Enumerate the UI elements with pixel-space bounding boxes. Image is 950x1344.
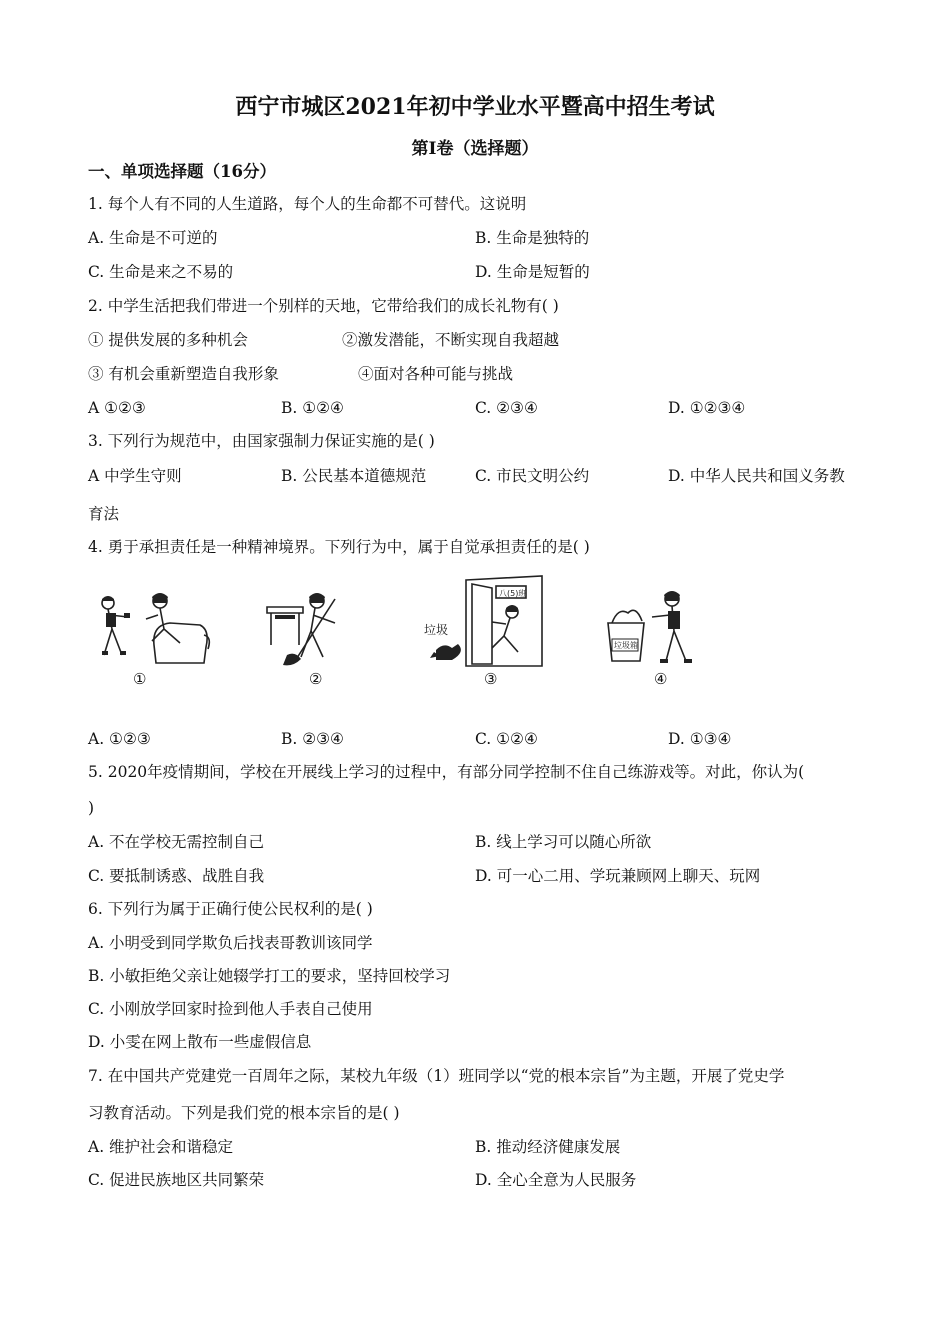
q5-option-a: A. 不在学校无需控制自己 [88,833,265,851]
q5-stem-continued: ) [88,799,95,817]
q4-stem: 4. 勇于承担责任是一种精神境界。下列行为中，属于自觉承担责任的是( ) [88,538,590,556]
q4-figure-2 [265,585,350,670]
q4-figure-2-label: ② [309,670,323,688]
q2-option-a: A ①②③ [88,399,146,417]
q2-statement-3: ③ 有机会重新塑造自我形象 [88,365,279,383]
q2-statement-2: ②激发潜能，不断实现自我超越 [342,331,560,349]
q4-figure-3-label: ③ [484,670,498,688]
q3-option-d: D. 中华人民共和国义务教 [668,467,845,485]
child-serving-parent-illustration [92,585,212,670]
student-using-trash-bin-illustration [604,585,714,670]
student-leaving-trash-illustration [422,572,547,670]
q7-option-b: B. 推动经济健康发展 [475,1138,621,1156]
q4-figure-4-label: ④ [654,670,668,688]
q6-option-b: B. 小敏拒绝父亲让她辍学打工的要求，坚持回校学习 [88,967,451,985]
q3-option-b: B. 公民基本道德规范 [281,467,427,485]
q6-option-d: D. 小雯在网上散布一些虚假信息 [88,1033,312,1051]
q2-statement-4: ④面对各种可能与挑战 [358,365,514,383]
q2-option-b: B. ①②④ [281,399,344,417]
exam-title: 西宁市城区2021年初中学业水平暨高中招生考试 [235,94,715,120]
q1-option-b: B. 生命是独特的 [475,229,590,247]
q3-option-a: A 中学生守则 [88,467,182,485]
q2-option-d: D. ①②③④ [668,399,746,417]
q7-option-c: C. 促进民族地区共同繁荣 [88,1171,265,1189]
q4-figure-4 [604,585,714,670]
q4-figure-1 [92,585,212,670]
q1-stem: 1. 每个人有不同的人生道路，每个人的生命都不可替代。这说明 [88,195,527,213]
q1-option-d: D. 生命是短暂的 [475,263,590,281]
q4-figure-4-bin-label: 垃圾箱 [614,641,638,650]
q7-option-a: A. 维护社会和谐稳定 [88,1138,234,1156]
q5-stem: 5. 2020年疫情期间，学校在开展线上学习的过程中，有部分同学控制不住自己练游戏等。对此，你认为( [88,763,805,781]
q1-option-c: C. 生命是来之不易的 [88,263,234,281]
q4-option-b: B. ②③④ [281,730,344,748]
q1-option-a: A. 生命是不可逆的 [88,229,218,247]
q3-option-d-continued: 育法 [88,505,120,523]
q7-stem: 7. 在中国共产党建党一百周年之际，某校九年级（1）班同学以“党的根本宗旨”为主题，开展了党史学 [88,1067,785,1085]
q2-stem: 2. 中学生活把我们带进一个别样的天地，它带给我们的成长礼物有( ) [88,297,559,315]
q5-option-b: B. 线上学习可以随心所欲 [475,833,652,851]
q3-stem: 3. 下列行为规范中，由国家强制力保证实施的是( ) [88,432,435,450]
q2-statement-1: ① 提供发展的多种机会 [88,331,248,349]
student-cleaning-illustration [265,585,350,670]
q4-option-d: D. ①③④ [668,730,732,748]
paper-subtitle: 第I卷（选择题） [411,139,539,159]
q4-option-c: C. ①②④ [475,730,538,748]
q5-option-c: C. 要抵制诱惑、战胜自我 [88,867,265,885]
q3-option-c: C. 市民文明公约 [475,467,590,485]
q5-option-d: D. 可一心二用、学玩兼顾网上聊天、玩网 [475,867,761,885]
q4-option-a: A. ①②③ [88,730,151,748]
q6-option-a: A. 小明受到同学欺负后找表哥教训该同学 [88,934,373,952]
q7-option-d: D. 全心全意为人民服务 [475,1171,637,1189]
q4-figure-3-class-sign: 八(5)班 [499,589,527,598]
q6-option-c: C. 小刚放学回家时捡到他人手表自己使用 [88,1000,373,1018]
q4-figure-3 [422,572,547,670]
q7-stem-continued: 习教育活动。下列是我们党的根本宗旨的是( ) [88,1104,400,1122]
q6-stem: 6. 下列行为属于正确行使公民权利的是( ) [88,900,373,918]
q2-option-c: C. ②③④ [475,399,538,417]
q4-figure-1-label: ① [133,670,147,688]
q4-figure-3-trash-text: 垃圾 [424,623,449,637]
section-heading: 一、单项选择题（16分） [88,162,276,181]
